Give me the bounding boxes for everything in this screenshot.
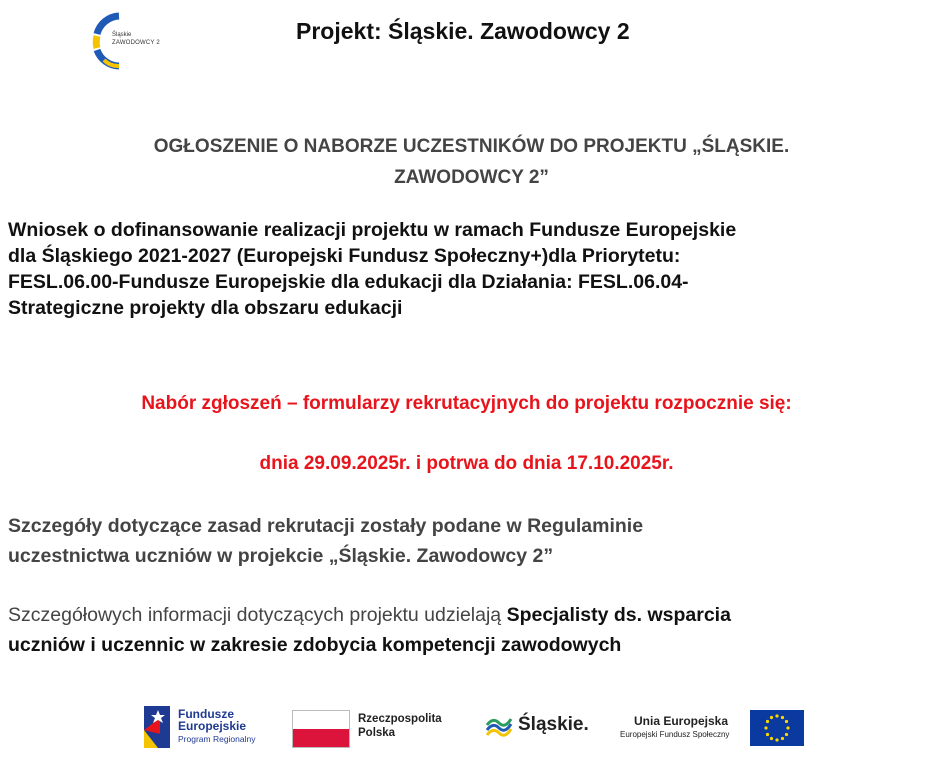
fe-line-1: Fundusze	[178, 707, 234, 721]
announcement-line-1: OGŁOSZENIE O NABORZE UCZESTNIKÓW DO PROJEKTU „ŚLĄSKIE.	[153, 136, 790, 157]
recruitment-rules-note	[8, 511, 923, 571]
project-logo	[92, 12, 172, 70]
footer-logos	[140, 696, 820, 756]
rp-line-1: Rzeczpospolita	[358, 713, 442, 725]
slaskie-wave-icon	[484, 712, 514, 742]
fe-logo-text	[178, 708, 246, 732]
grant-line-2: dla Śląskiego 2021-2027 (Europejski Fundusz Społeczny+)dla Priorytetu:	[8, 245, 681, 267]
slaskie-logo-text: Śląskie.	[518, 714, 589, 735]
eu-stars-icon	[750, 710, 804, 746]
project-title: Projekt: Śląskie. Zawodowcy 2	[296, 18, 630, 44]
grant-description	[8, 217, 923, 321]
details-line-1: Szczegóły dotyczące zasad rekrutacji zostały podane w Regulaminie	[8, 515, 644, 537]
announcement-heading	[40, 131, 903, 193]
announcement-line-2: ZAWODOWCY 2”	[394, 167, 549, 188]
recruitment-dates: dnia 29.09.2025r. i potrwa do dnia 17.10.2025r.	[259, 453, 674, 474]
rp-line-2: Polska	[358, 727, 396, 739]
details-line-2: uczestnictwa uczniów w projekcie „Śląskie. Zawodowcy 2”	[8, 545, 554, 567]
recruitment-start-text: Nabór zgłoszeń – formularzy rekrutacyjnych do projektu rozpocznie się:	[141, 393, 792, 414]
grant-line-4: Strategiczne projekty dla obszaru edukacji	[8, 297, 403, 319]
fe-sub-text: Program Regionalny	[178, 734, 256, 744]
logo-text-zawodowcy: ZAWODOWCY 2	[112, 40, 160, 46]
ue-logo-sub: Europejski Fundusz Społeczny	[620, 730, 730, 739]
info-prefix: Szczegółowych informacji dotyczących projektu udzielają	[8, 604, 507, 626]
logo-text-slaskie: Śląskie	[112, 32, 132, 38]
fundusze-europejskie-flag-icon	[140, 704, 174, 750]
info-specialists-cont: uczniów i uczennic w zakresie zdobycia kompetencji zawodowych	[8, 634, 622, 656]
eu-flag-icon	[750, 710, 804, 746]
polish-flag-icon	[292, 710, 350, 748]
ue-logo-title: Unia Europejska	[634, 714, 729, 728]
info-specialists: Specjalisty ds. wsparcia	[506, 604, 731, 626]
grant-line-1: Wniosek o dofinansowanie realizacji projektu w ramach Fundusze Europejskie	[8, 219, 737, 241]
fe-line-2: Europejskie	[178, 719, 247, 733]
grant-line-3: FESL.06.00-Fundusze Europejskie dla edukacji dla Działania: FESL.06.04-	[8, 271, 689, 293]
contact-info	[8, 600, 923, 660]
rp-logo-text	[358, 712, 442, 740]
